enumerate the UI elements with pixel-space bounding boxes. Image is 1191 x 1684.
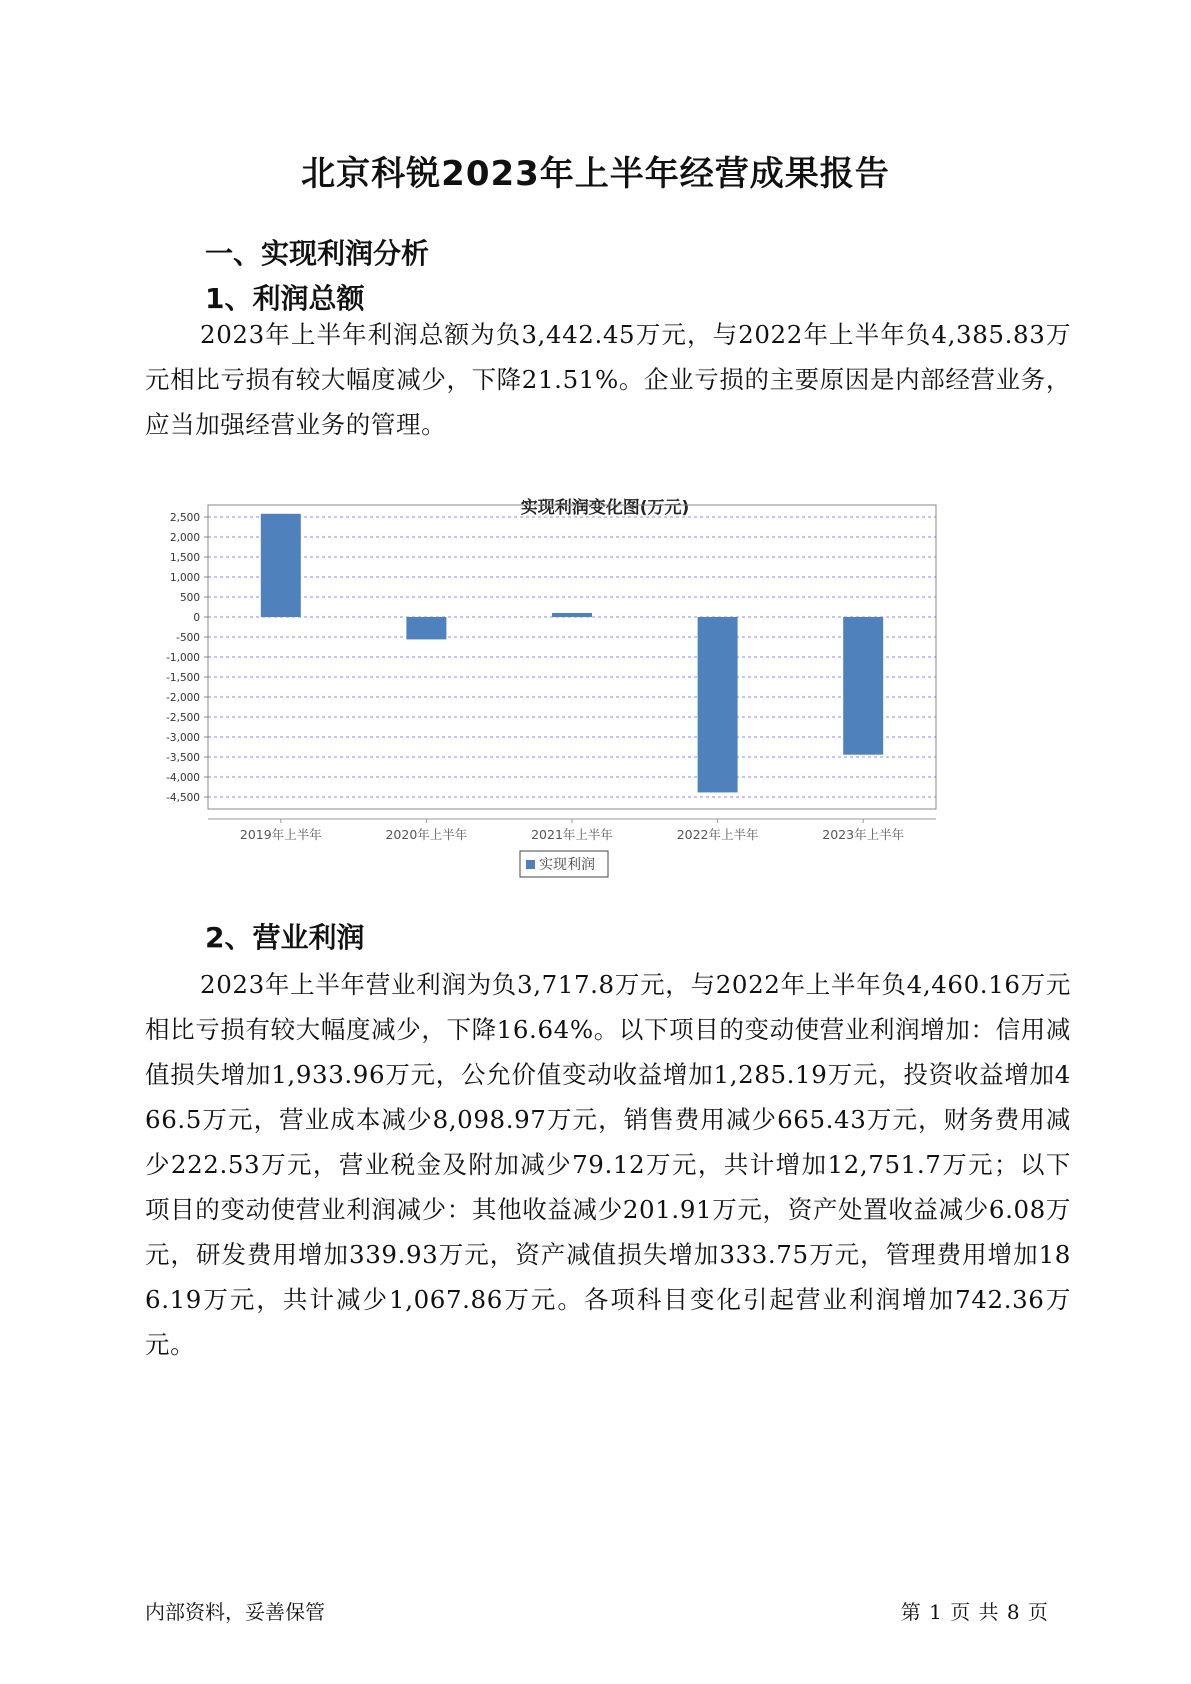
y-tick-label: -4,000 (166, 772, 200, 784)
operating-profit-paragraph: 2023年上半年营业利润为负3,717.8万元，与2022年上半年负4,460.16万元相比亏损有较大幅度减少，下降16.64%。以下项目的变动使营业利润增加：信用减值损失增加1,933.96万元，公允价值变动收益增加1,285.19万元，投资收益增加466.5万元，营业成本减少8,098.97万元，销售费用减少665.43万元，财务费用减少222.53万元，营业税金及附加减少79.12万元，共计增加12,751.7万元；以下项目的变动使营业利润减少：其他收益减少201.91万元，资产处置收益减少6.08万元，研发费用增加339.93万元，资产减值损失增加333.75万元，管理费用增加186.19万元，共计减少1,067.86万元。各项科目变化引起营业利润增加742.36万元。 (145, 970, 1071, 1359)
bar-series (261, 514, 883, 793)
y-tick-label: 500 (179, 592, 200, 604)
x-tick-label: 2019年上半年 (239, 827, 322, 842)
bar (406, 617, 446, 639)
chart-title: 实现利润变化图(万元) (520, 498, 690, 518)
chart-canvas (150, 495, 1030, 945)
section-heading-profit-analysis: 一、实现利润分析 (205, 237, 430, 270)
subsection-heading-total-profit: 1、利润总额 (205, 282, 365, 315)
total-profit-paragraph: 2023年上半年利润总额为负3,442.45万元，与2022年上半年负4,385.83万元相比亏损有较大幅度减少，下降21.51%。企业亏损的主要原因是内部经营业务，应当加强经营业务的管理。 (145, 320, 1071, 439)
y-tick-label: -1,500 (166, 672, 200, 684)
y-tick-label: -3,500 (166, 752, 200, 764)
y-tick-label: 2,500 (169, 512, 200, 524)
bar (698, 617, 738, 792)
x-tick-label: 2022年上半年 (676, 827, 759, 842)
x-axis-ticks (208, 819, 936, 842)
footer-page-number: 第 1 页 共 8 页 (900, 1600, 1048, 1624)
y-tick-label: 2,000 (169, 532, 200, 544)
bar (552, 613, 592, 617)
y-tick-label: -3,000 (166, 732, 200, 744)
y-tick-label: 1,500 (169, 552, 200, 564)
bar (843, 617, 883, 755)
grid-lines (208, 517, 936, 797)
y-tick-label: -500 (176, 632, 200, 644)
y-tick-label: -4,500 (166, 792, 200, 804)
y-tick-label: 0 (193, 612, 200, 624)
y-tick-label: -2,000 (166, 692, 200, 704)
x-tick-label: 2023年上半年 (822, 827, 905, 842)
x-tick-label: 2020年上半年 (385, 827, 468, 842)
profit-change-chart (150, 495, 1030, 945)
chart-legend (520, 851, 608, 877)
legend-swatch (526, 860, 535, 869)
subsection-heading-operating-profit: 2、营业利润 (205, 921, 365, 954)
bar (261, 514, 301, 617)
document-title: 北京科锐2023年上半年经营成果报告 (301, 154, 890, 194)
y-tick-label: -2,500 (166, 712, 200, 724)
y-tick-label: -1,000 (166, 652, 200, 664)
x-tick-label: 2021年上半年 (531, 827, 613, 842)
y-axis-ticks (166, 512, 208, 804)
y-tick-label: 1,000 (169, 572, 200, 584)
legend-label: 实现利润 (539, 857, 595, 873)
footer-confidential-note: 内部资料，妥善保管 (145, 1600, 325, 1624)
